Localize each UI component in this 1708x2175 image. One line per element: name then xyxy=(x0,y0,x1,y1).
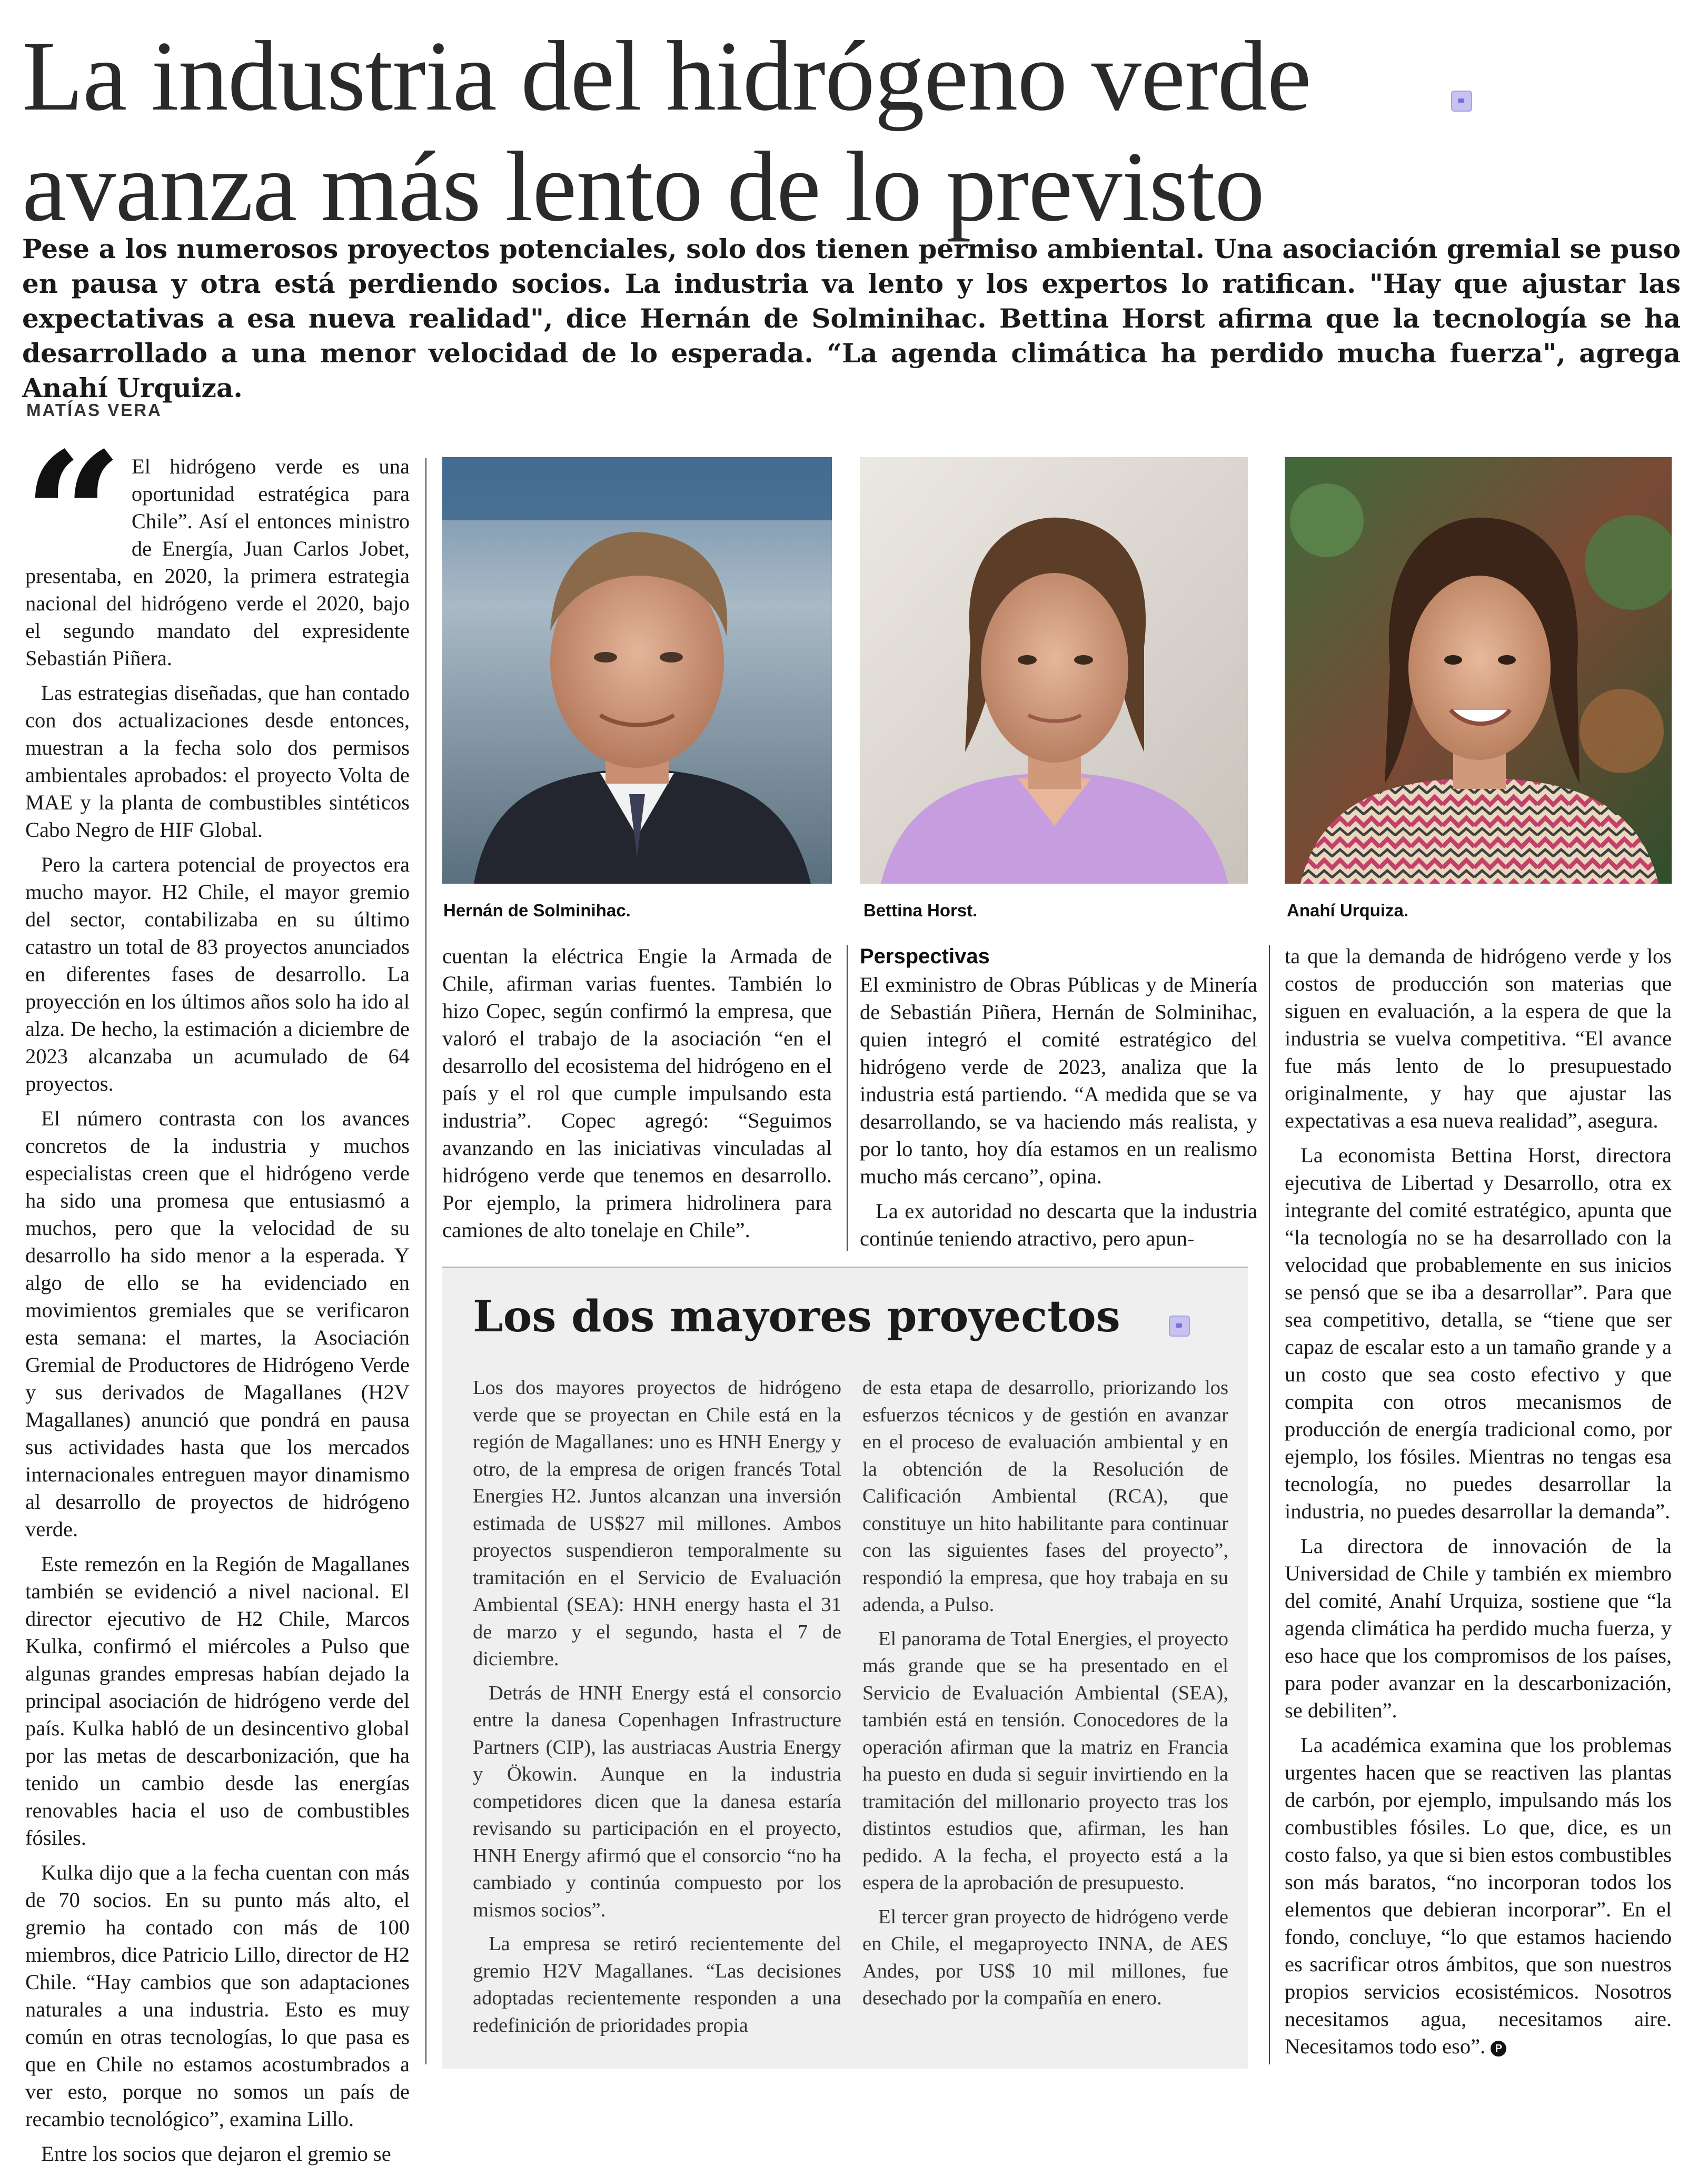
body-paragraph: La directora de innovación de la Universidad de Chile y también ex miembro del comité, Anahí Urquiza, sostiene que “la agenda climática ha perdido mucha fuerza, y eso hace que los compromisos de los países, para poder avanzar en la descarbonización, se debiliten”. xyxy=(1285,1534,1672,1722)
sidebar-paragraph: La empresa se retiró recientemente del gremio H2V Magallanes. “Las decisiones adoptadas recientemente responden a una redefinición de prioridades propia xyxy=(473,1933,841,2036)
body-paragraph: Entre los socios que dejaron el gremio se xyxy=(41,2142,391,2166)
column-divider xyxy=(425,458,426,2064)
article-column-2 xyxy=(442,943,832,1251)
body-paragraph: cuentan la eléctrica Engie la Armada de Chile, afirman varias fuentes. También lo hizo Copec, según confirmó la empresa, que valoró el trabajo de la asociación “en el desarrollo del ecosistema del hidrógeno en el país y el rol que cumple impulsando esta industria”. Copec agregó: “Seguimos avanzando en las iniciativas vinculadas al hidrógeno verde que tenemos en desarrollo. Por ejemplo, la primera hidrolinera para camiones de alto tonelaje en Chile”. xyxy=(442,944,832,1242)
sidebar-column-1 xyxy=(473,1375,841,2046)
article-column-4 xyxy=(1285,943,1672,2068)
photo-bettina-horst xyxy=(860,457,1248,884)
note-marker-icon[interactable] xyxy=(1451,91,1472,112)
body-paragraph: La ex autoridad no descarta que la industria continúe teniendo atractivo, pero apun- xyxy=(860,1199,1257,1250)
opening-quote-icon: “ xyxy=(23,414,123,618)
headline-line-1: La industria del hidrógeno verde xyxy=(22,21,1311,132)
sidebar-title: Los dos mayores proyectos xyxy=(473,1291,1120,1342)
article-column-1 xyxy=(23,414,410,2175)
body-paragraph: La economista Bettina Horst, directora ejecutiva de Libertad y Desarrollo, otra ex integrante del comité estratégico, apunta que “la tecnología no se ha desarrollado con la velocidad que probablemente en sus inicios se pensó que se iba a desarrollar”. Para que sea competitivo, detalla, se “tiene que ser capaz de escalar esto a un tamaño grande y a un costo que sea costo efectivo y que compita con otros mecanismos de producción de energía tradicional como, por ejemplo, los fósiles. Mientras no tengas esa tecnología, no puedes desarrollar la industria, no puedes desarrollar la demanda”. xyxy=(1285,1143,1672,1523)
photo-hernan-de-solminihac xyxy=(442,457,832,884)
photo-caption: Anahí Urquiza. xyxy=(1287,901,1409,920)
column-divider xyxy=(1269,945,1270,2064)
body-paragraph: El hidrógeno verde es una oportunidad estratégica para Chile”. Así el entonces ministro de Energía, Juan Carlos Jobet, presentaba, en 2020, la primera estrategia nacional del hidrógeno verde el 2020, bajo el segundo mandato del expresidente Sebastián Piñera. xyxy=(25,454,410,670)
portrait-photo-icon xyxy=(1285,457,1672,884)
portrait-photo-icon xyxy=(442,457,832,884)
article-column-3 xyxy=(860,943,1257,1260)
body-paragraph: ta que la demanda de hidrógeno verde y los costos de producción son materias que siguen en evaluación, a la espera de que la industria se vuelva competitiva. “El avance fue más lento de lo presupuestado originalmente, y hay que ajustar las expectativas a esa nueva realidad”, asegura. xyxy=(1285,944,1672,1132)
body-paragraph: Pero la cartera potencial de proyectos era mucho mayor. H2 Chile, el mayor gremio del sector, contabilizaba en su último catastro un total de 83 proyectos anunciados en diferentes fases de desarrollo. La proyección en los últimos años solo ha ido al alza. De hecho, la estimación a diciembre de 2023 alcanzaba un acumulado de 64 proyectos. xyxy=(25,853,410,1095)
lead-paragraph: Pese a los numerosos proyectos potenciales, solo dos tienen permiso ambiental. Una asociación gremial se puso en pausa y otra está perdiendo socios. La industria va lento y los expertos lo ratifican. "Hay que ajustar las expectativas a esa nueva realidad", dice Hernán de Solminihac. Bettina Horst afirma que la tecnología se ha desarrollado a una menor velocidad de lo esperada. “La agenda climática ha perdido mucha fuerza", agrega Anahí Urquiza. xyxy=(22,233,1681,403)
section-subhead: Perspectivas xyxy=(860,945,990,968)
portrait-photo-icon xyxy=(860,457,1248,884)
column-divider xyxy=(847,945,848,1251)
photo-caption: Bettina Horst. xyxy=(863,901,978,920)
sidebar-paragraph: El tercer gran proyecto de hidrógeno verde en Chile, el megaproyecto INNA, de AES Andes, por US$ 10 mil millones, fue desechado por la compañía en enero. xyxy=(862,1905,1228,2009)
headline xyxy=(22,21,1475,242)
body-paragraph: Kulka dijo que a la fecha cuentan con más de 70 socios. En su punto más alto, el gremio ha contado con más de 100 miembros, dice Patricio Lillo, director de H2 Chile. “Hay cambios que son adaptaciones naturales a una industria. Esto es muy común en otras tecnologías, lo que pasa es que en Chile no estamos acostumbrados a ver esto, porque no somos un país de recambio tecnológico”, examina Lillo. xyxy=(25,1861,410,2131)
sidebar-paragraph: de esta etapa de desarrollo, priorizando los esfuerzos técnicos y de gestión en avanzar en el proceso de evaluación ambiental y en la obtención de la Resolución de Calificación Ambiental (RCA), que constituye un hito habilitante para continuar con las siguientes fases del proyecto”, respondió la empresa, que hoy trabaja en su adenda, a Pulso. xyxy=(862,1377,1228,1616)
photo-caption: Hernán de Solminihac. xyxy=(443,901,631,920)
body-paragraph xyxy=(1285,1732,1672,2060)
body-paragraph: El exministro de Obras Públicas y de Minería de Sebastián Piñera, Hernán de Solminihac, quien integró el comité estratégico del hidrógeno verde de 2023, analiza que la industria está partiendo. “A medida que se va desarrollando, se va haciendo más realista, y por lo tanto, hoy día estamos en un realismo mucho más cercano”, opina. xyxy=(860,973,1257,1188)
sidebar-paragraph: Los dos mayores proyectos de hidrógeno verde que se proyectan en Chile está en la región de Magallanes: uno es HNH Energy y otro, de la empresa de origen francés Total Energies H2. Juntos alcanzan una inversión estimada de US$27 mil millones. Ambos proyectos suspendieron temporalmente su tramitación en el Servicio de Evaluación Ambiental (SEA): HNH energy hasta el 31 de marzo y el segundo, hasta el 7 de diciembre. xyxy=(473,1377,841,1670)
note-marker-icon[interactable] xyxy=(1169,1316,1190,1337)
body-paragraph-text: La académica examina que los problemas urgentes hacen que se reactiven las plantas de carbón, por ejemplo, impulsando más los combustibles fósiles. Lo que, dice, es un costo falso, ya que si bien estos combustibles son más baratos, “no incorporan todos los elementos que debieran incorporar”. En el fondo, concluye, “lo que estamos haciendo es sacrificar otros ámbitos, que son nuestros propios servicios ecosistémicos. Nosotros necesitamos agua, necesitamos aire. Necesitamos todo eso”. xyxy=(1285,1733,1672,2058)
byline: MATÍAS VERA xyxy=(26,400,162,420)
photo-anahi-urquiza xyxy=(1285,457,1672,884)
body-paragraph: Las estrategias diseñadas, que han contado con dos actualizaciones desde entonces, muestran a la fecha solo dos permisos ambientales aprobados: el proyecto Volta de MAE y la planta de combustibles sintéticos Cabo Negro de HIF Global. xyxy=(25,681,410,842)
sidebar-paragraph: El panorama de Total Energies, el proyecto más grande que se ha presentado en el Servicio de Evaluación Ambiental (SEA), también está en tensión. Conocedores de la operación afirman que la matriz en Francia ha puesto en duda si seguir invirtiendo en la tramitación del millonario proyecto tras los distintos estudios que, afirman, les han pedido. A la fecha, el proyecto está a la espera de la aprobación de presupuesto. xyxy=(862,1627,1228,1894)
body-paragraph: El número contrasta con los avances concretos de la industria y muchos especialistas creen que el hidrógeno verde ha sido una promesa que entusiasmó a muchos, pero que la velocidad de su desarrollo ha sido menor a la esperada. Y algo de ello se ha evidenciado en movimientos gremiales que se verificaron esta semana: el martes, la Asociación Gremial de Productores de Hidrógeno Verde y sus derivados de Magallanes (H2V Magallanes) anunció que pondrá en pausa sus actividades hasta que los mercados internacionales entreguen mayor dinamismo al desarrollo de proyectos de hidrógeno verde. xyxy=(25,1106,410,1541)
headline-line-2: avanza más lento de lo previsto xyxy=(22,132,1265,242)
body-paragraph: Este remezón en la Región de Magallanes también se evidenció a nivel nacional. El director ejecutivo de H2 Chile, Marcos Kulka, confirmó el miércoles a Pulso que algunas grandes empresas habían dejado la principal asociación de hidrógeno verde del país. Kulka habló de un desincentivo global por las metas de descarbonización, que ha tenido un cambio desde las energías renovables hacia el uso de combustibles fósiles. xyxy=(25,1552,410,1850)
end-mark-icon: P xyxy=(1491,2041,1506,2057)
sidebar-column-2 xyxy=(862,1375,1228,2019)
sidebar-paragraph: Detrás de HNH Energy está el consorcio entre la danesa Copenhagen Infrastructure Partners (CIP), las austriacas Austria Energy y Ökowin. Aunque en la industria competidores dicen que la danesa estaría revisando su participación en el proyecto, HNH Energy afirmó que el consorcio “no ha cambiado y continúa compuesto por los mismos socios”. xyxy=(473,1682,841,1921)
